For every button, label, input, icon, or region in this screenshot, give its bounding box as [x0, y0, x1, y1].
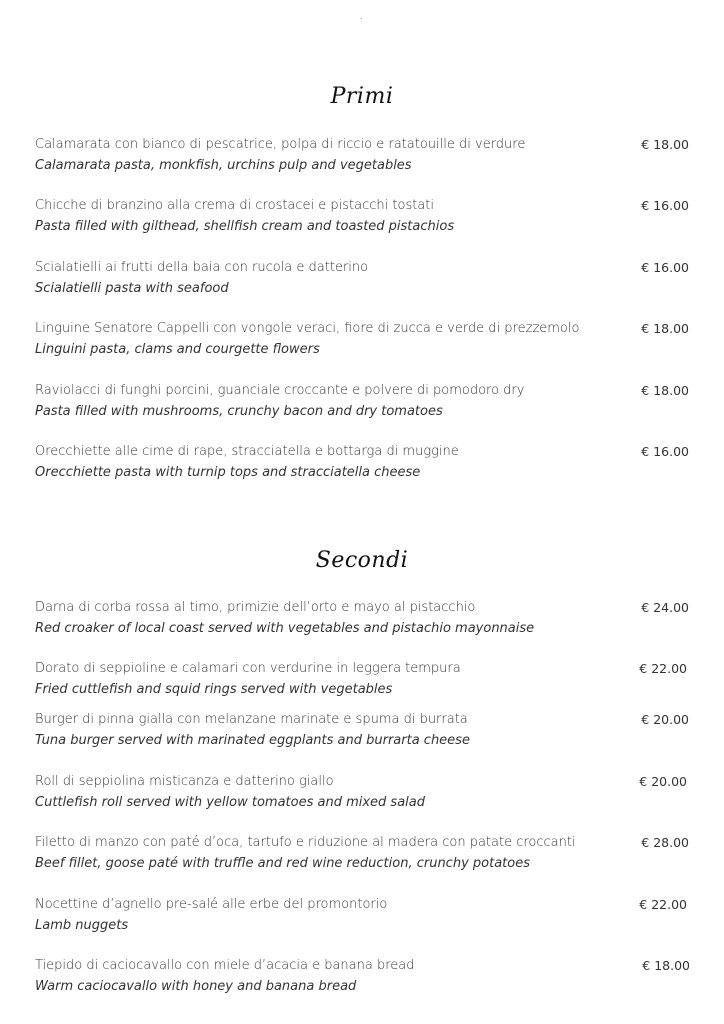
- dish-price: € 16.00: [641, 444, 689, 459]
- dish-price: € 18.00: [641, 137, 689, 152]
- dish-name-en: Fried cuttlefish and squid rings served with vegetables: [35, 682, 393, 697]
- dish-name-it: Burger di pinna gialla con melanzane marinate e spuma di burrata: [35, 712, 468, 727]
- menu-item: [35, 658, 687, 702]
- dish-name-it: Chicche di branzino alla crema di crostacei e pistacchi tostati: [35, 198, 434, 213]
- menu-item: [35, 955, 690, 999]
- dish-name-it: Raviolacci di funghi porcini, guanciale croccante e polvere di pomodoro dry: [35, 383, 525, 398]
- dish-name-en: Lamb nuggets: [35, 918, 129, 933]
- dish-name-it: Roll di seppiolina misticanza e datterino giallo: [35, 774, 334, 789]
- dish-name-en: Cuttlefish roll served with yellow tomatoes and mixed salad: [35, 795, 425, 810]
- menu-item: [35, 195, 689, 239]
- menu-item: [35, 709, 689, 753]
- dish-price: € 22.00: [639, 661, 687, 676]
- menu-item: [35, 257, 689, 301]
- dish-price: € 24.00: [641, 600, 689, 615]
- dish-name-it: Dorato di seppioline e calamari con verdurine in leggera tempura: [35, 661, 461, 676]
- dish-name-en: Scialatielli pasta with seafood: [35, 281, 229, 296]
- dish-name-it: Orecchiette alle cime di rape, stracciatella e bottarga di muggine: [35, 444, 459, 459]
- dish-price: € 18.00: [641, 321, 689, 336]
- dish-price: € 18.00: [642, 958, 690, 973]
- menu-item: [35, 380, 689, 424]
- dish-price: € 22.00: [639, 897, 687, 912]
- dish-price: € 20.00: [641, 712, 689, 727]
- dish-name-it: Darna di corba rossa al timo, primizie dell’orto e mayo al pistacchio: [35, 600, 476, 615]
- dish-name-it: Linguine Senatore Cappelli con vongole veraci, fiore di zucca e verde di prezzemolo: [35, 321, 580, 336]
- dish-name-it: Tiepido di caciocavallo con miele d’acacia e banana bread: [35, 958, 415, 973]
- dish-name-en: Warm caciocavallo with honey and banana bread: [35, 979, 357, 994]
- menu-item: [35, 134, 689, 178]
- dish-name-it: Calamarata con bianco di pescatrice, polpa di riccio e ratatouille di verdure: [35, 137, 526, 152]
- dish-name-it: Scialatielli ai frutti della baia con rucola e datterino: [35, 260, 369, 275]
- section-title-primi: Primi: [330, 84, 394, 109]
- dish-name-it: Nocettine d’agnello pre-salé alle erbe del promontorio: [35, 897, 388, 912]
- dish-price: € 28.00: [641, 835, 689, 850]
- dish-name-en: Red croaker of local coast served with vegetables and pistachio mayonnaise: [35, 621, 535, 636]
- dish-name-en: Orecchiette pasta with turnip tops and stracciatella cheese: [35, 465, 421, 480]
- menu-item: [35, 318, 689, 362]
- dish-name-en: Beef fillet, goose paté with truffle and red wine reduction, crunchy potatoes: [35, 856, 530, 871]
- menu-item: [35, 832, 689, 876]
- dish-name-en: Tuna burger served with marinated eggplants and burrarta cheese: [35, 733, 470, 748]
- header-mark: .: [360, 12, 363, 21]
- dish-name-en: Pasta filled with mushrooms, crunchy bacon and dry tomatoes: [35, 404, 443, 419]
- dish-price: € 20.00: [639, 774, 687, 789]
- menu-item: [35, 894, 687, 938]
- menu-item: [35, 597, 689, 641]
- dish-name-en: Linguini pasta, clams and courgette flowers: [35, 342, 320, 357]
- dish-price: € 18.00: [641, 383, 689, 398]
- dish-name-en: Calamarata pasta, monkfish, urchins pulp and vegetables: [35, 158, 412, 173]
- dish-name-it: Filetto di manzo con paté d’oca, tartufo e riduzione al madera con patate croccanti: [35, 835, 576, 850]
- section-title-secondi: Secondi: [315, 548, 409, 573]
- menu-item: [35, 771, 687, 815]
- menu-item: [35, 441, 689, 485]
- dish-name-en: Pasta filled with gilthead, shellfish cream and toasted pistachios: [35, 219, 455, 234]
- dish-price: € 16.00: [641, 198, 689, 213]
- dish-price: € 16.00: [641, 260, 689, 275]
